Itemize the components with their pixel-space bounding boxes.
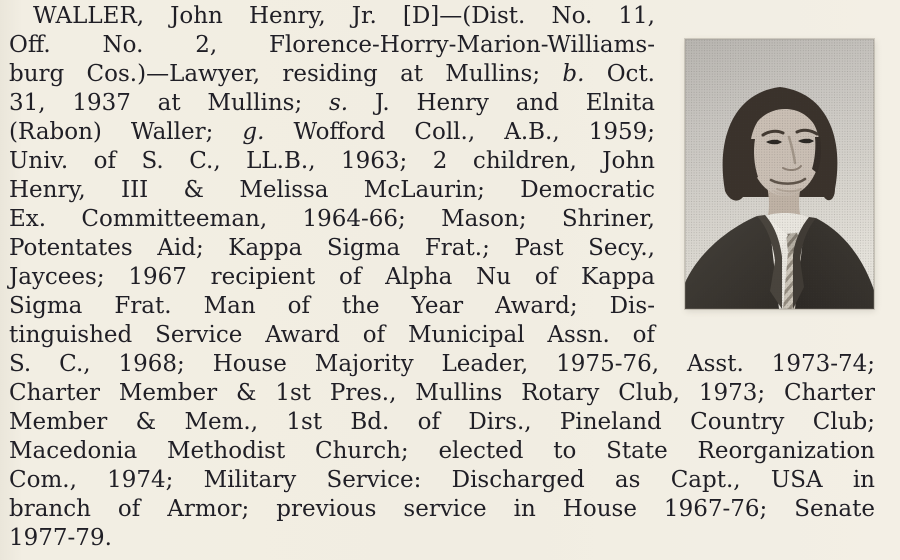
entry-text-segment: 31, 1937 at Mullins; — [9, 90, 329, 116]
entry-text-segment: Charter Member & 1st Pres., Mullins Rotary Club, 1973; Charter — [9, 380, 875, 406]
entry-line — [9, 147, 655, 176]
entry-text-segment: Macedonia Methodist Church; elected to State Reorganization — [9, 438, 875, 464]
abbreviation-italic: s. — [329, 90, 349, 116]
entry-text-segment: Com., 1974; Military Service: Discharged as Capt., USA in — [9, 467, 875, 493]
entry-line — [9, 118, 655, 147]
entry-line — [9, 205, 655, 234]
entry-text-segment: J. Henry and Elnita — [348, 90, 655, 116]
entry-line — [9, 263, 655, 292]
entry-text-segment: S. C., 1968; House Majority Leader, 1975-76, Asst. 1973-74; — [9, 351, 875, 377]
entry-line — [9, 321, 655, 350]
abbreviation-italic: b. — [562, 61, 585, 87]
entry-text-segment: Ex. Committeeman, 1964-66; Mason; Shriner, — [9, 206, 655, 232]
entry-line — [9, 89, 655, 118]
entry-line — [9, 60, 655, 89]
entry-line — [9, 408, 875, 437]
entry-line — [9, 466, 875, 495]
portrait-photo-illustration — [685, 39, 874, 309]
entry-line — [9, 176, 655, 205]
portrait-photo — [685, 39, 874, 309]
entry-line — [9, 379, 875, 408]
entry-text-segment: Oct. — [584, 61, 655, 87]
entry-line — [9, 2, 655, 31]
entry-text-segment: WALLER, John Henry, Jr. [D]—(Dist. No. 11, — [33, 3, 655, 29]
entry-line — [9, 495, 875, 524]
entry-line — [9, 234, 655, 263]
entry-text-segment: (Rabon) Waller; — [9, 119, 243, 145]
entry-text-segment: Jaycees; 1967 recipient of Alpha Nu of Kappa — [9, 264, 655, 290]
entry-text-segment: Henry, III & Melissa McLaurin; Democratic — [9, 177, 655, 203]
entry-text-segment: burg Cos.)—Lawyer, residing at Mullins; — [9, 61, 563, 87]
entry-text-segment: 1977-79. — [9, 525, 112, 551]
abbreviation-italic: g. — [242, 119, 265, 145]
entry-text-segment: tinguished Service Award of Municipal Assn. of — [9, 322, 655, 348]
entry-text-segment: Off. No. 2, Florence-Horry-Marion-Williams- — [9, 32, 655, 58]
entry-line — [9, 437, 875, 466]
entry-text-segment: Sigma Frat. Man of the Year Award; Dis- — [9, 293, 655, 319]
entry-text-segment: branch of Armor; previous service in House 1967-76; Senate — [9, 496, 875, 522]
entry-line — [9, 350, 875, 379]
entry-text-segment: Univ. of S. C., LL.B., 1963; 2 children, John — [9, 148, 655, 174]
entry-text-segment: Potentates Aid; Kappa Sigma Frat.; Past Secy., — [9, 235, 655, 261]
halftone-overlay — [685, 39, 874, 309]
entry-text-segment: Wofford Coll., A.B., 1959; — [264, 119, 655, 145]
entry-line — [9, 524, 875, 553]
entry-text-segment: Member & Mem., 1st Bd. of Dirs., Pineland Country Club; — [9, 409, 875, 435]
entry-line — [9, 292, 655, 321]
entry-line — [9, 31, 655, 60]
